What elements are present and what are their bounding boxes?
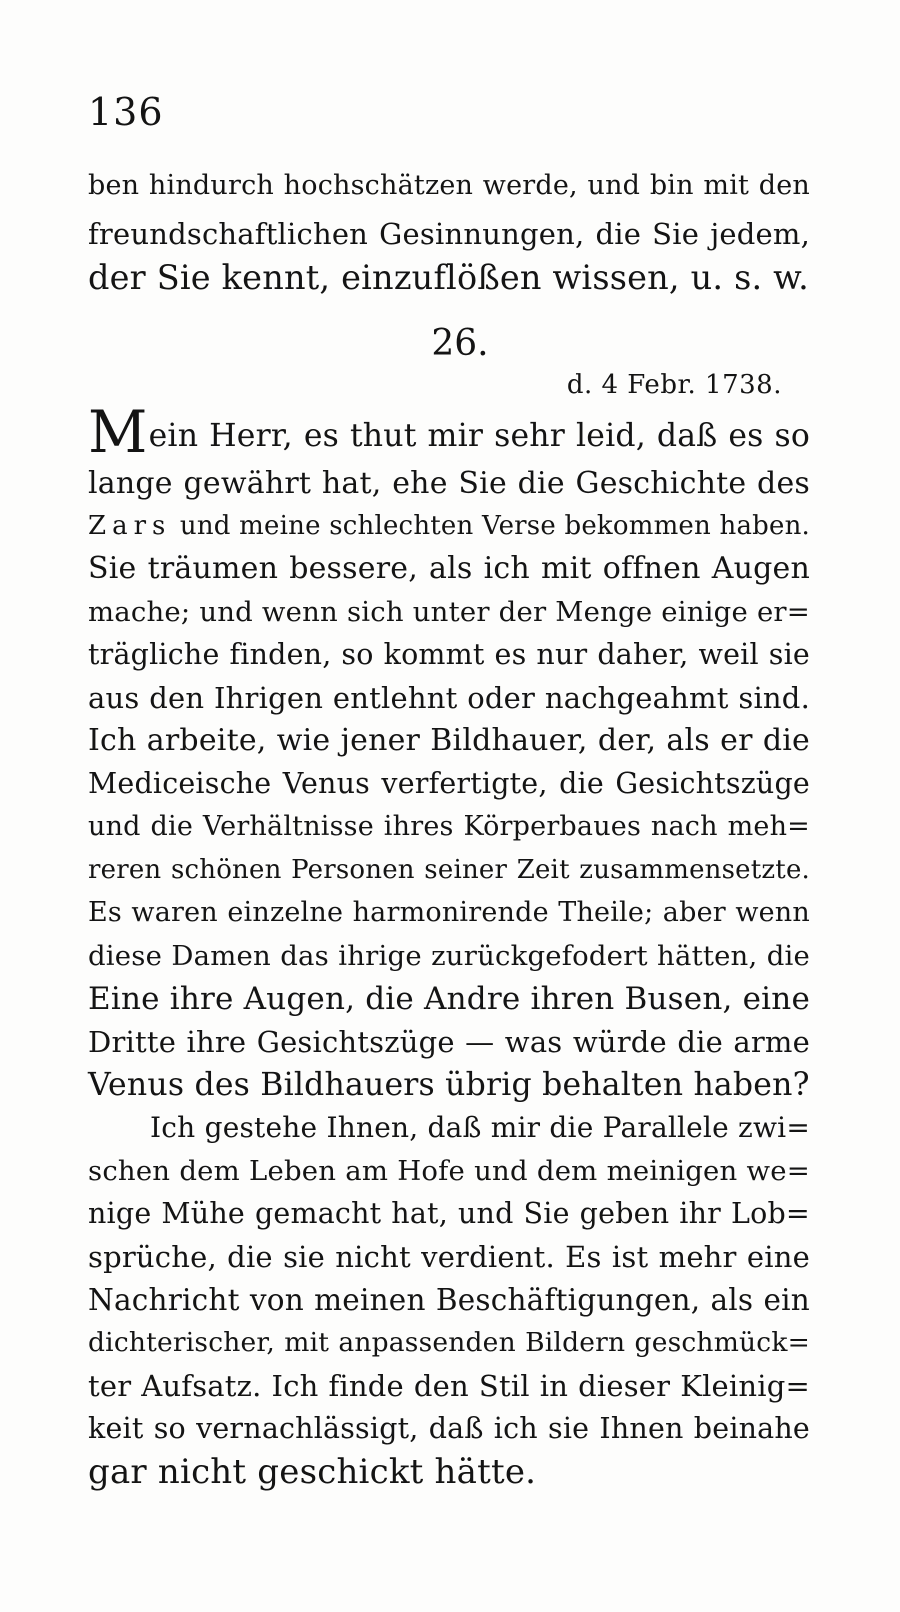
text-line: diese Damen das ihrige zurückgefodert hätten, die	[88, 940, 810, 972]
text-line: der Sie kennt, einzuflößen wissen, u. s. w.	[88, 258, 809, 297]
text-line: schen dem Leben am Hofe und dem meinigen we=	[88, 1155, 810, 1187]
text-line: Mediceische Venus verfertigte, die Gesichtszüge	[88, 767, 810, 800]
text-line: ter Aufsatz. Ich finde den Stil in dieser Kleinig=	[88, 1369, 810, 1403]
text-line	[88, 506, 810, 546]
text-line: gar nicht geschickt hätte.	[88, 1452, 537, 1492]
text-line: keit so vernachlässigt, daß ich sie Ihnen beinahe	[88, 1412, 810, 1445]
text-segment: und meine schlechten Verse bekommen haben.	[171, 511, 810, 541]
text-line: Eine ihre Augen, die Andre ihren Busen, eine	[88, 981, 810, 1017]
text-line: Ich gestehe Ihnen, daß mir die Parallele zwi=	[150, 1111, 810, 1144]
text-segment: ein Herr, es thut mir sehr leid, daß es so	[148, 418, 810, 454]
text-line: mache; und wenn sich unter der Menge einige er=	[88, 596, 810, 628]
text-line-with-initial	[88, 398, 810, 466]
initial-letter: M	[88, 398, 148, 466]
page-number: 136	[88, 90, 164, 134]
text-line: freundschaftlichen Gesinnungen, die Sie jedem,	[88, 217, 810, 251]
text-line: aus den Ihrigen entlehnt oder nachgeahmt sind.	[88, 681, 810, 715]
text-line: nige Mühe gemacht hat, und Sie geben ihr Lob=	[88, 1197, 810, 1230]
text-line: Ich arbeite, wie jener Bildhauer, der, als er die	[88, 723, 810, 758]
text-line: und die Verhältnisse ihres Körperbaues nach meh=	[88, 811, 810, 842]
text-line: dichterischer, mit anpassenden Bildern geschmück=	[88, 1327, 810, 1358]
text-line: Es waren einzelne harmonirende Theile; aber wenn	[88, 897, 810, 928]
spaced-word: Zars	[88, 511, 172, 541]
letter-date: d. 4 Febr. 1738.	[566, 370, 782, 400]
letter-number: 26.	[431, 323, 489, 364]
text-line: reren schönen Personen seiner Zeit zusammensetzte.	[88, 855, 810, 885]
text-line: lange gewährt hat, ehe Sie die Geschichte des	[88, 466, 810, 501]
text-line: Dritte ihre Gesichtszüge — was würde die arme	[88, 1025, 810, 1059]
text-line: Nachricht von meinen Beschäftigungen, als ein	[88, 1283, 810, 1317]
text-line: Venus des Bildhauers übrig behalten haben?	[88, 1067, 810, 1103]
text-line: sprüche, die sie nicht verdient. Es ist mehr eine	[88, 1240, 810, 1274]
text-line: trägliche finden, so kommt es nur daher, weil sie	[88, 638, 810, 671]
text-line: ben hindurch hochschätzen werde, und bin mit den	[88, 170, 810, 201]
text-line: Sie träumen bessere, als ich mit offnen Augen	[88, 551, 810, 586]
